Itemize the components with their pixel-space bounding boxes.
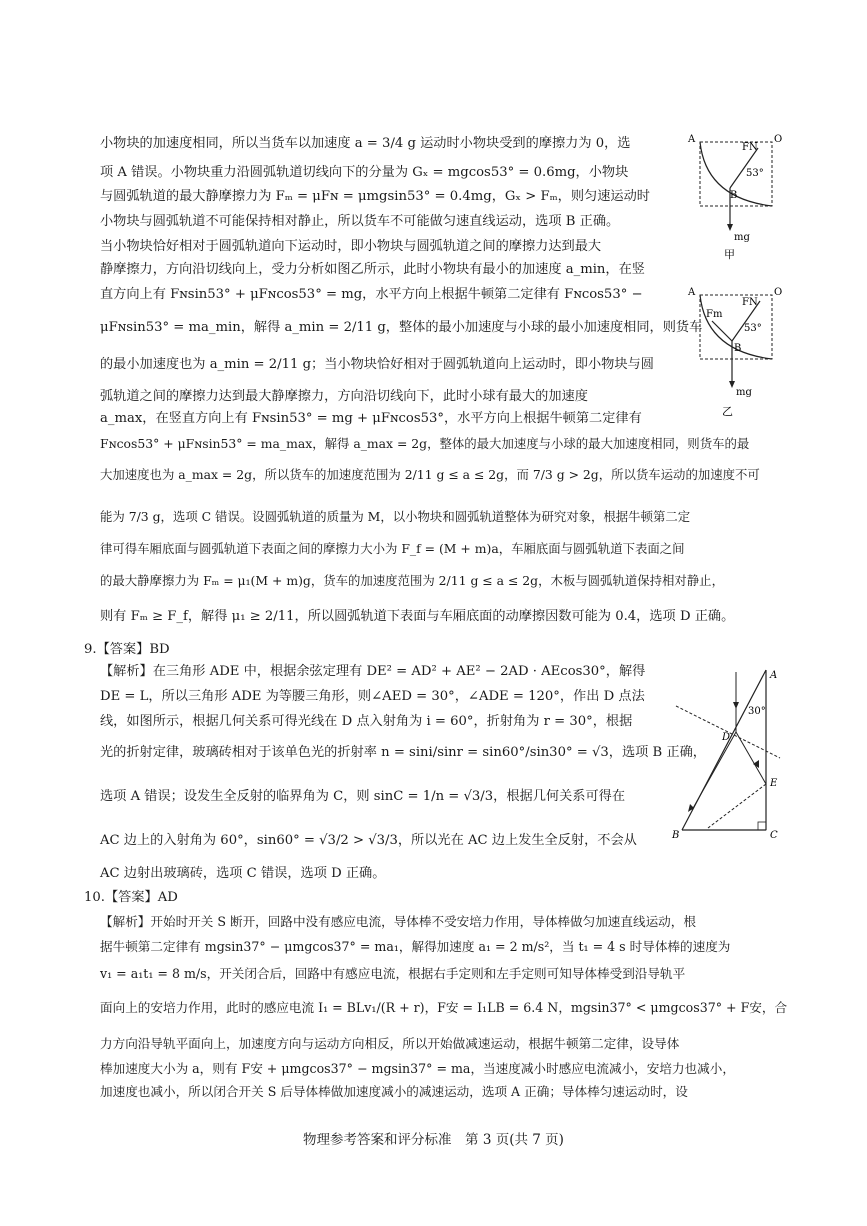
text-line: 直方向上有 Fɴsin53° + μFɴcos53° = mg，水平方向上根据牛顿第二定律有 Fɴcos53° − bbox=[100, 287, 643, 302]
text-line: Fɴcos53° + μFɴsin53° = ma_max，解得 a_max = 2g，整体的最大加速度与小球的最大加速度相同，则货车的最 bbox=[100, 436, 750, 451]
text-line: 律可得车厢底面与圆弧轨道下表面之间的摩擦力大小为 F_f = (M + m)a，车厢底面与圆弧轨道下表面之间 bbox=[100, 541, 685, 556]
answer-9: 9.【答案】BD bbox=[84, 642, 170, 657]
page-footer: 物理参考答案和评分标准 第 3 页(共 7 页) bbox=[303, 1132, 564, 1148]
text-line: 加速度也减小，所以闭合开关 S 后导体棒做加速度减小的减速运动，选项 A 正确；导体棒匀速运动时，设 bbox=[100, 1084, 688, 1099]
text-line: 小物块与圆弧轨道不可能保持相对静止，所以货车不可能做匀速直线运动，选项 B 正确。 bbox=[100, 214, 620, 229]
label-mg: mg bbox=[736, 387, 752, 398]
text-line: 则有 Fₘ ≥ F_f，解得 μ₁ ≥ 2/11，所以圆弧轨道下表面与车厢底面的动摩擦因数可能为 0.4，选项 D 正确。 bbox=[100, 609, 735, 624]
text-line: 当小物块恰好相对于圆弧轨道向下运动时，即小物块与圆弧轨道之间的摩擦力达到最大 bbox=[100, 239, 602, 254]
answer-10: 10.【答案】AD bbox=[84, 890, 178, 905]
text-line: v₁ = a₁t₁ = 8 m/s，开关闭合后，回路中有感应电流，根据右手定则和左手定则可知导体棒受到沿导轨平 bbox=[100, 966, 686, 981]
angle-label: 30° bbox=[748, 706, 766, 717]
label-FN: FN bbox=[742, 297, 758, 308]
text-line: 【解析】在三角形 ADE 中，根据余弦定理有 DE² = AD² + AE² − 2AD · AEcos30°，解得 bbox=[100, 664, 646, 679]
label-Fm: Fm bbox=[706, 309, 723, 320]
angle-label: 53° bbox=[744, 323, 762, 334]
text-line: a_max，在竖直方向上有 Fɴsin53° = mg + μFɴcos53°，水平方向上根据牛顿第二定律有 bbox=[100, 411, 642, 426]
label-A: A bbox=[688, 134, 696, 145]
text-line: AC 边上的入射角为 60°，sin60° = √3/2 > √3/3，所以光在 AC 边上发生全反射，不会从 bbox=[100, 833, 637, 848]
text-line: 大加速度也为 a_max = 2g，所以货车的加速度范围为 2/11 g ≤ a ≤ 2g，而 7/3 g > 2g，所以货车运动的加速度不可 bbox=[100, 467, 760, 482]
text-line: 小物块的加速度相同，所以当货车以加速度 a = 3/4 g 运动时小物块受到的摩擦力为 0，选 bbox=[100, 136, 631, 151]
text-line: 静摩擦力，方向沿切线向上，受力分析如图乙所示，此时小物块有最小的加速度 a_min，在竖 bbox=[100, 262, 645, 277]
text-line: 的最小加速度也为 a_min = 2/11 g；当小物块恰好相对于圆弧轨道向上运动时，即小物块与圆 bbox=[100, 357, 654, 372]
label-A: A bbox=[688, 287, 696, 298]
label-A: A bbox=[770, 670, 778, 681]
figure-q9 bbox=[668, 662, 788, 842]
label-E: E bbox=[770, 778, 778, 789]
text-line: 光的折射定律，玻璃砖相对于该单色光的折射率 n = sini/sinr = sin60°/sin30° = √3，选项 B 正确， bbox=[100, 745, 706, 760]
label-O: O bbox=[774, 287, 783, 298]
text-line: 与圆弧轨道的最大静摩擦力为 Fₘ = μFɴ = μmgsin53° = 0.4mg，Gₓ > Fₘ，则匀速运动时 bbox=[100, 189, 650, 204]
text-line: 能为 7/3 g，选项 C 错误。设圆弧轨道的质量为 M，以小物块和圆弧轨道整体为研究对象，根据牛顿第二定 bbox=[100, 509, 691, 524]
label-B: B bbox=[734, 343, 742, 354]
label-mg: mg bbox=[734, 232, 750, 243]
label-O: O bbox=[774, 134, 783, 145]
figure-jia bbox=[686, 128, 786, 268]
label-FN: FN bbox=[742, 142, 758, 153]
text-line: 据牛顿第二定律有 mgsin37° − μmgcos37° = ma₁，解得加速度 a₁ = 2 m/s²，当 t₁ = 4 s 时导体棒的速度为 bbox=[100, 939, 731, 954]
label-B: B bbox=[672, 830, 680, 841]
angle-label: 53° bbox=[746, 168, 764, 179]
text-line: 棒加速度大小为 a，则有 F安 + μmgcos37° − mgsin37° = ma，当速度减小时感应电流减小，安培力也减小， bbox=[100, 1061, 735, 1076]
figure-yi bbox=[686, 285, 786, 425]
label-B: B bbox=[730, 190, 738, 201]
text-line: μFɴsin53° = ma_min，解得 a_min = 2/11 g，整体的最小加速度与小球的最小加速度相同，则货车 bbox=[100, 320, 703, 335]
text-line: 力方向沿导轨平面向上，加速度方向与运动方向相反，所以开始做减速运动，根据牛顿第二定律，设导体 bbox=[100, 1036, 680, 1051]
text-line: 线，如图所示，根据几何关系可得光线在 D 点入射角为 i = 60°，折射角为 r = 30°，根据 bbox=[100, 714, 633, 729]
text-line: 项 A 错误。小物块重力沿圆弧轨道切线向下的分量为 Gₓ = mgcos53° = 0.6mg，小物块 bbox=[100, 165, 629, 180]
text-line: 的最大静摩擦力为 Fₘ = μ₁(M + m)g，货车的加速度范围为 2/11 g ≤ a ≤ 2g，木板与圆弧轨道保持相对静止， bbox=[100, 573, 724, 588]
figure-caption: 乙 bbox=[722, 405, 733, 418]
label-D: D bbox=[722, 732, 731, 743]
text-line: 选项 A 错误；设发生全反射的临界角为 C，则 sinC = 1/n = √3/3，根据几何关系可得在 bbox=[100, 789, 626, 804]
figure-caption: 甲 bbox=[724, 248, 735, 261]
label-C: C bbox=[770, 830, 778, 841]
text-line: DE = L，所以三角形 ADE 为等腰三角形，则∠AED = 30°，∠ADE = 120°，作出 D 点法 bbox=[100, 689, 645, 704]
text-line: 弧轨道之间的摩擦力达到最大静摩擦力，方向沿切线向下，此时小球有最大的加速度 bbox=[100, 389, 588, 404]
text-line: AC 边射出玻璃砖，选项 C 错误，选项 D 正确。 bbox=[100, 866, 386, 881]
text-line: 【解析】开始时开关 S 断开，回路中没有感应电流，导体棒不受安培力作用，导体棒做匀加速直线运动，根 bbox=[100, 914, 696, 929]
text-line: 面向上的安培力作用，此时的感应电流 I₁ = BLv₁/(R + r)，F安 = I₁LB = 6.4 N，mgsin37° < μmgcos37° + F安，合 bbox=[100, 1000, 788, 1015]
